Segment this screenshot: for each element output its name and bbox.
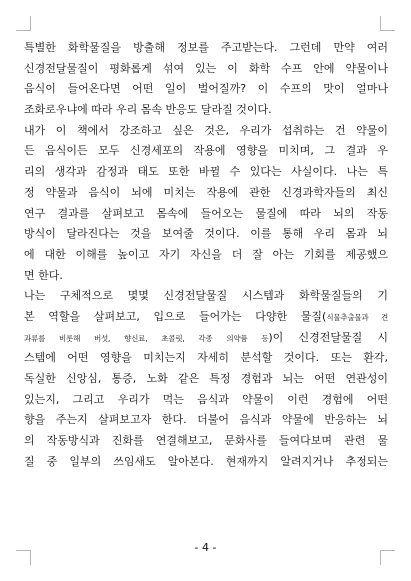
text-line <box>24 307 388 328</box>
text-line <box>24 390 388 411</box>
text-run: 질 중 일부의 쓰임새도 알아본다. 현재까지 알려지거나 추정되는 <box>24 454 388 468</box>
text-line: 방식이 달라진다는 것을 보여줄 것이다. 이를 통해 우리 몸과 뇌 <box>24 227 388 241</box>
text-run: 나는 구체적으로 몇몇 신경전달물질 시스템과 화학물질들의 기 <box>24 289 388 303</box>
text-line: 연구 결과를 살펴보고 몸속에 들어오는 물질에 따라 뇌의 작동 <box>24 206 388 220</box>
text-line <box>24 328 388 349</box>
text-run: 있는지, 그리고 우리가 먹는 음식과 약물이 이런 경험에 어떤 <box>24 392 388 406</box>
text-run: 향을 주는지 살펴보고자 한다. 더불어 음식과 약물에 반응하는 뇌 <box>24 413 388 427</box>
text-line: 음식이 들어온다면 어떤 일이 벌어질까? 이 수프의 맛이 얼마나 <box>24 82 388 96</box>
paragraph-2 <box>24 121 388 287</box>
text-line <box>24 410 388 431</box>
text-line: 조화로우냐에 따라 우리 몸속 반응도 달라질 것이다. <box>24 103 272 117</box>
text-line <box>24 348 388 369</box>
crop-mark-top-left <box>16 16 31 31</box>
text-run: 의 작동방식과 진화를 연결해보고, 문화사를 들여다보며 관련 물 <box>24 434 388 448</box>
text-line: 든 음식이든 모두 신경세포의 작용에 영향을 미치며, 그 결과 우 <box>24 144 388 158</box>
text-run: 본 역할을 살펴보고, 입으로 들어가는 다양한 물질( <box>24 309 327 323</box>
text-line: 특별한 화학물질을 방출해 정보를 주고받는다. 그런데 만약 여러 <box>24 41 388 54</box>
text-line <box>24 286 388 307</box>
text-line <box>24 369 388 390</box>
text-run: )이 신경전달물질 시 <box>268 330 388 344</box>
text-line <box>24 431 388 452</box>
text-line: 리의 생각과 감정과 태도 또한 바뀔 수 있다는 사실이다. 나는 특 <box>24 165 388 179</box>
crop-mark-top-right <box>380 16 395 31</box>
text-run-small: 과류를 비롯해 버섯, 향신료, 초콜릿, 각종 의약품 등 <box>24 333 269 343</box>
text-line: 면 한다. <box>24 268 63 282</box>
text-line: 신경전달물질이 평화롭게 섞여 있는 이 화학 수프 안에 약물이나 <box>24 61 388 75</box>
text-run: 독실한 신앙심, 통증, 노화 같은 특정 경험과 뇌는 어떤 연관성이 <box>24 372 388 385</box>
text-run-small: 식물추출물과 견 <box>326 312 388 322</box>
text-line: 내가 이 책에서 강조하고 싶은 것은, 우리가 섭취하는 건 약물이 <box>24 123 388 137</box>
text-line: 에 대한 이해를 높이고 자기 자신을 더 잘 아는 기회를 제공했으 <box>24 247 388 261</box>
paragraph-1 <box>24 38 388 121</box>
text-run: 스템에 어떤 영향을 미치는지 자세히 분석할 것이다. 또는 환각, <box>24 351 388 365</box>
page-number: - 4 - <box>194 541 217 554</box>
text-line: 정 약물과 음식이 뇌에 미치는 작용에 관한 신경과학자들의 최신 <box>24 185 388 199</box>
text-line <box>24 452 388 473</box>
body-text <box>24 38 388 472</box>
paragraph-3 <box>24 286 388 472</box>
